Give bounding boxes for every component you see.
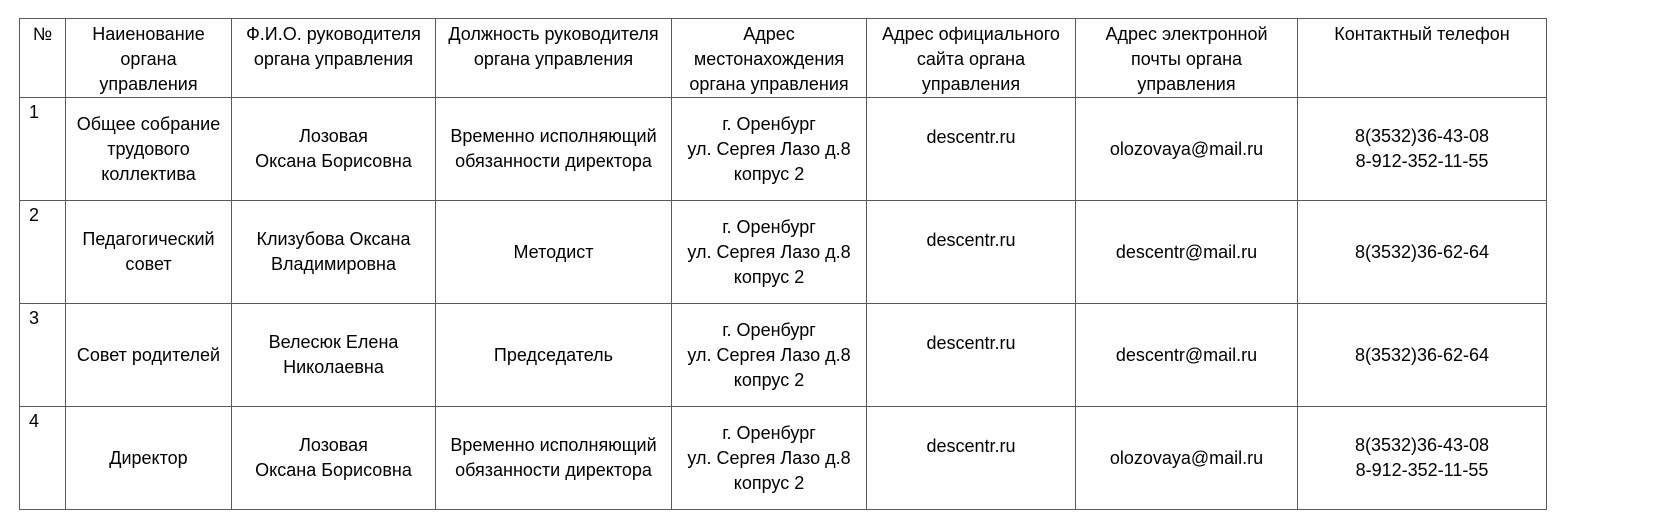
body-address: г. Оренбург ул. Сергея Лазо д.8 копрус 2 xyxy=(672,98,867,201)
header-site: Адрес официального сайта органа управления xyxy=(867,19,1076,98)
header-email: Адрес электронной почты органа управления xyxy=(1076,19,1298,98)
head-position: Временно исполняющий обязанности директора xyxy=(436,98,672,201)
head-fio: Клизубова Оксана Владимировна xyxy=(232,201,436,304)
head-fio: Велесюк Елена Николаевна xyxy=(232,304,436,407)
body-phone: 8(3532)36-43-08 8-912-352-11-55 xyxy=(1298,98,1547,201)
head-position: Председатель xyxy=(436,304,672,407)
head-fio: Лозовая Оксана Борисовна xyxy=(232,98,436,201)
body-phone: 8(3532)36-43-08 8-912-352-11-55 xyxy=(1298,407,1547,510)
header-phone: Контактный телефон xyxy=(1298,19,1547,98)
body-name: Общее собрание трудового коллектива xyxy=(66,98,232,201)
row-num: 2 xyxy=(20,201,66,304)
header-fio: Ф.И.О. руководителя органа управления xyxy=(232,19,436,98)
governance-bodies-table xyxy=(19,18,1547,510)
body-email: descentr@mail.ru xyxy=(1076,304,1298,407)
table-row xyxy=(20,407,1547,510)
body-phone: 8(3532)36-62-64 xyxy=(1298,201,1547,304)
body-name: Директор xyxy=(66,407,232,510)
head-position: Временно исполняющий обязанности директора xyxy=(436,407,672,510)
table-row xyxy=(20,98,1547,201)
header-name: Наиенование органа управления xyxy=(66,19,232,98)
body-phone: 8(3532)36-62-64 xyxy=(1298,304,1547,407)
body-site: descentr.ru xyxy=(867,304,1076,407)
head-position: Методист xyxy=(436,201,672,304)
row-num: 1 xyxy=(20,98,66,201)
body-name: Совет родителей xyxy=(66,304,232,407)
body-email: olozovaya@mail.ru xyxy=(1076,98,1298,201)
head-fio: Лозовая Оксана Борисовна xyxy=(232,407,436,510)
header-position: Должность руководителя органа управления xyxy=(436,19,672,98)
body-address: г. Оренбург ул. Сергея Лазо д.8 копрус 2 xyxy=(672,407,867,510)
body-site: descentr.ru xyxy=(867,98,1076,201)
body-email: descentr@mail.ru xyxy=(1076,201,1298,304)
row-num: 4 xyxy=(20,407,66,510)
body-address: г. Оренбург ул. Сергея Лазо д.8 копрус 2 xyxy=(672,201,867,304)
body-site: descentr.ru xyxy=(867,201,1076,304)
table-row xyxy=(20,304,1547,407)
row-num: 3 xyxy=(20,304,66,407)
body-site: descentr.ru xyxy=(867,407,1076,510)
header-num: № xyxy=(20,19,66,98)
body-address: г. Оренбург ул. Сергея Лазо д.8 копрус 2 xyxy=(672,304,867,407)
header-address: Адрес местонахождения органа управления xyxy=(672,19,867,98)
header-row xyxy=(20,19,1547,98)
body-name: Педагогический совет xyxy=(66,201,232,304)
body-email: olozovaya@mail.ru xyxy=(1076,407,1298,510)
table-row xyxy=(20,201,1547,304)
